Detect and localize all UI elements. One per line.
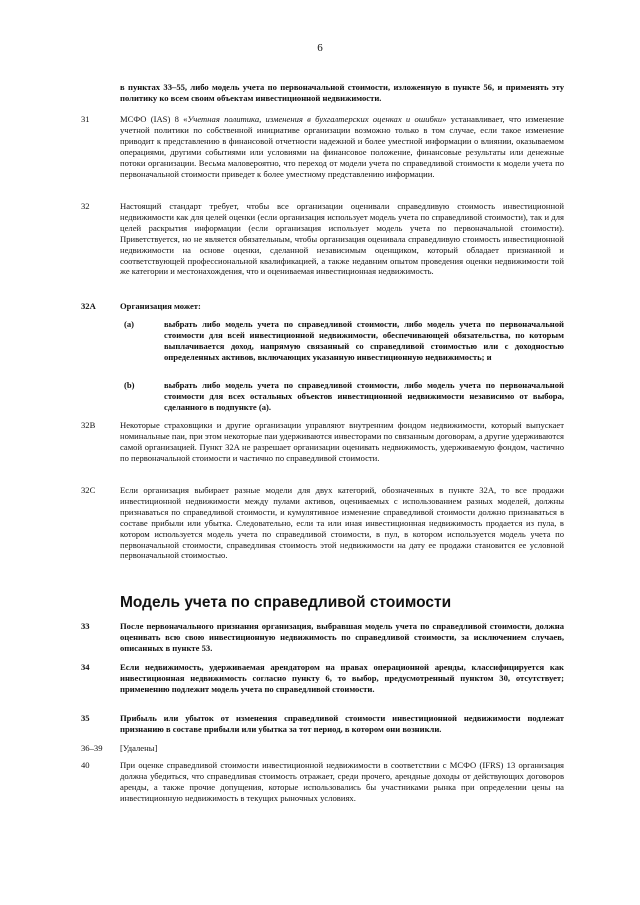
paragraph-32a-lead: Организация может: [120,301,201,311]
page-number: 6 [317,42,323,54]
paragraph-number: 32 [81,201,90,211]
paragraph-number: 34 [81,662,90,672]
paragraph-33: После первоначального признания организация, выбравшая модель учета по справедливой стоимости, должна оценивать всю свою инвестиционную недвижимость по справедливой стоимости, за исключением случаев, описанных в пункте 53. [120,621,564,653]
p31-standard-title: Учетная политика, изменения в бухгалтерских оценках и ошибки [187,114,443,124]
paragraph-number: 32B [81,420,96,430]
paragraph-34: Если недвижимость, удерживаемая арендатором на правах операционной аренды, классифицируется как инвестиционная недвижимость согласно пункту 6, то выбор, предусмотренный пунктом 30, отсутствует; применению подлежит модель учета по справедливой стоимости. [120,662,564,694]
intro-paragraph: в пунктах 33–55, либо модель учета по первоначальной стоимости, изложенную в пункте 56, и применять эту политику ко всем своим объектам инвестиционной недвижимости. [120,82,564,103]
paragraph-35: Прибыль или убыток от изменения справедливой стоимости инвестиционной недвижимости подлежат признанию в составе прибыли или убытка за тот период, в котором они возникли. [120,713,564,734]
paragraph-number: 35 [81,713,90,723]
section-heading: Модель учета по справедливой стоимости [120,594,452,611]
paragraph-number: 40 [81,760,90,770]
list-item-label: (b) [124,380,135,390]
paragraph-number: 31 [81,114,90,124]
paragraph-number: 33 [81,621,90,631]
paragraph-31 [120,114,564,179]
paragraph-number: 32C [81,485,96,495]
p31-pre: МСФО (IAS) 8 « [120,114,188,124]
paragraph-32: Настоящий стандарт требует, чтобы все организации оценивали справедливую стоимость инвестиционной недвижимости как для целей оценки (если организация использует модель учета по справедливой стоимости), так и для целей раскрытия информации (если организация использует модель учета по первоначальной стоимости). Приветствуется, но не является обязательным, чтобы организация оценивала справедливую стоимость инвестиционной недвижимости на основе оценки, сделанной независимым оценщиком, который обладает признанной и соответствующей профессиональной квалификацией, а также недавним опытом проведения оценки недвижимости той же категории и местонахождения, что и оцениваемая инвестиционная недвижимость. [120,201,564,277]
paragraph-40: При оценке справедливой стоимости инвестиционной недвижимости в соответствии с МСФО (IFRS) 13 организация должна убедиться, что справедливая стоимость отражает, среди прочего, арендные доходы от действующих договоров аренды, а также прочие допущения, которые использовались бы участниками рынка при определении цены на инвестиционную недвижимость в текущих рыночных условиях. [120,760,564,803]
list-item-text: выбрать либо модель учета по справедливой стоимости, либо модель учета по первоначальной стоимости для всей инвестиционной недвижимости, обеспечивающей обязательства, по которым выплачивается доход, напрямую связанный со справедливой стоимостью или с доходностью определенных активов, включающих указанную инвестиционную недвижимость; и [164,319,564,362]
list-item-text: выбрать либо модель учета по справедливой стоимости, либо модель учета по первоначальной стоимости для всех остальных объектов инвестиционной недвижимости независимо от выбора, сделанного в подпункте (a). [164,380,564,412]
paragraph-32c: Если организация выбирает разные модели для двух категорий, обозначенных в пункте 32A, то все продажи инвестиционной недвижимости между пулами активов, оцениваемых с использованием разных моделей, должны признаваться по справедливой стоимости, и кумулятивное изменение справедливой стоимости должно признаваться в составе прибыли или убытка. Следовательно, если та или иная инвестиционная недвижимость продается из пула, в котором используется модель учета по справедливой стоимости, в пул, в котором используется модель учета по первоначальной стоимости, справедливая стоимость этой недвижимости на дату ее продажи становится ее условной первоначальной стоимостью. [120,485,564,561]
list-item-label: (a) [124,319,135,329]
paragraph-number: 32A [81,301,96,311]
paragraph-36-39: [Удалены] [120,743,158,753]
paragraph-32b: Некоторые страховщики и другие организации управляют внутренним фондом недвижимости, который выпускает номинальные паи, при этом некоторые паи удерживаются инвесторами по связанным договорам, а другие удерживаются самой организацией. Пункт 32A не разрешает организации оценивать недвижимость, удерживаемую фондом, частично по первоначальной стоимости и частично по справедливой стоимости. [120,420,564,463]
paragraph-number: 36–39 [81,743,103,753]
p31-post: » устанавливает, что изменение учетной политики по собственной инициативе организации возможно только в том случае, если такое изменение приводит к представлению в финансовой отчетности надежной и более уместной информации о влиянии, оказываемом операциями, другими событиями или условиями на финансовое положение, финансовые результаты или денежные потоки организации. Весьма маловероятно, что переход от модели учета по справедливой стоимости к модели учета по первоначальной стоимости приведет к более уместному представлению информации. [120,114,564,179]
